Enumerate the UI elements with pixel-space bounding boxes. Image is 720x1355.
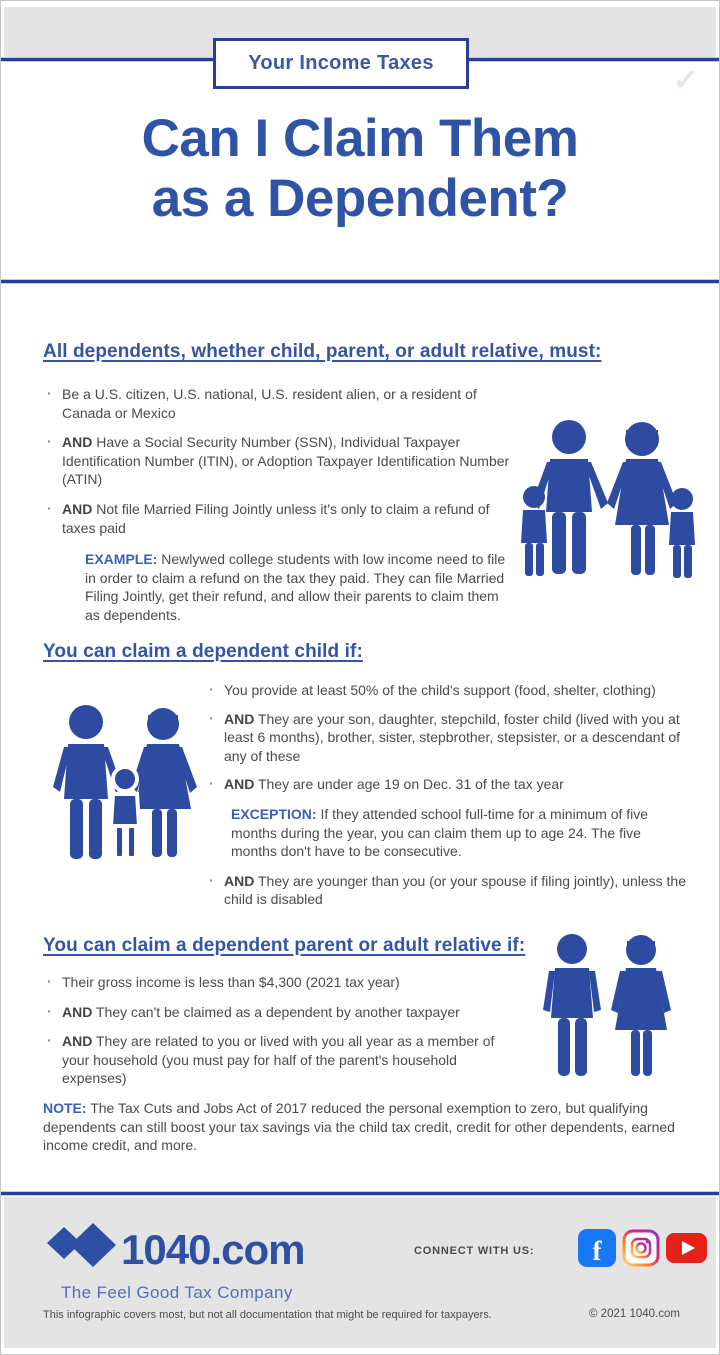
- page-title-line1: Can I Claim Them: [141, 109, 579, 168]
- list-item: [45, 1032, 513, 1088]
- footer-copyright: © 2021 1040.com: [589, 1308, 680, 1320]
- youtube-icon[interactable]: [666, 1233, 707, 1263]
- bullet-text: They can't be claimed as a dependent by another taxpayer: [95, 1003, 460, 1020]
- man-and-woman-icon: [539, 932, 677, 1084]
- exception-callout: [231, 805, 663, 861]
- 1040-logo-icon[interactable]: [45, 1222, 117, 1272]
- bullet-bold-prefix: AND: [224, 872, 255, 889]
- badge-label: Your Income Taxes: [248, 52, 434, 74]
- list-item: [45, 500, 523, 537]
- family-of-three-icon: [47, 702, 207, 865]
- connect-with-us-label: CONNECT WITH US:: [414, 1245, 535, 1257]
- list-item: [45, 973, 513, 992]
- example-text: Newlywed college students with low income need to file in order to claim a refund on the tax they paid. They can file Married Filing Jointly, get their refund, and allow their parents to claim them as dependents.: [85, 551, 506, 624]
- bullet-bold-prefix: AND: [62, 1033, 93, 1050]
- note-text: The Tax Cuts and Jobs Act of 2017 reduced the personal exemption to zero, but qualifying dependents can still boost your tax savings via the child tax credit, credit for other dependents, earned income credit, and more.: [43, 1100, 675, 1154]
- social-icons-row: [578, 1229, 707, 1267]
- section3-bullet-list: [45, 973, 513, 1099]
- bullet-bold-prefix: AND: [62, 434, 93, 451]
- list-item: [207, 872, 693, 909]
- list-item: [207, 775, 693, 794]
- page-title: [1, 109, 719, 230]
- bullet-bold-prefix: AND: [62, 1003, 93, 1020]
- bullet-text: They are younger than you (or your spouse if filing jointly), unless the child is disabled: [224, 872, 686, 908]
- section2-bullet-list: [207, 681, 693, 919]
- header-badge: [213, 38, 469, 89]
- bullet-bold-prefix: AND: [224, 776, 255, 793]
- bullet-text: Have a Social Security Number (SSN), Individual Taxpayer Identification Number (ITIN), or Adoption Taxpayer Identification Number (ATIN): [62, 434, 510, 488]
- example-callout: [85, 550, 507, 624]
- logo-tagline: The Feel Good Tax Company: [61, 1283, 293, 1302]
- bullet-text: They are your son, daughter, stepchild, foster child (lived with you at least 6 months), brother, sister, stepbrother, stepsister, or a descendant of any of these: [224, 710, 681, 764]
- bullet-text: Their gross income is less than $4,300 (2021 tax year): [62, 974, 400, 990]
- footer-gray-band: [4, 1197, 716, 1348]
- bullet-bold-prefix: AND: [62, 501, 93, 518]
- section1-bullet-list: [45, 385, 523, 625]
- instagram-icon[interactable]: [622, 1229, 660, 1267]
- list-item: [45, 433, 523, 489]
- section2-heading: You can claim a dependent child if:: [43, 641, 363, 662]
- example-label: EXAMPLE:: [85, 551, 158, 568]
- list-item: [207, 681, 693, 700]
- checkmark-watermark-icon: ✓: [672, 63, 699, 98]
- page-title-line2: as a Dependent?: [151, 169, 569, 229]
- logo-wordmark[interactable]: 1040.com: [121, 1226, 305, 1273]
- exception-text: If they attended school full-time for a minimum of five months during the year, you can claim them up to age 24. The five months don't have to be consecutive.: [231, 806, 649, 860]
- bullet-text: They are under age 19 on Dec. 31 of the tax year: [257, 776, 564, 793]
- list-item: [207, 710, 693, 766]
- facebook-icon[interactable]: f: [578, 1229, 616, 1267]
- note-paragraph: [43, 1099, 675, 1155]
- section3-heading: You can claim a dependent parent or adult relative if:: [43, 935, 526, 956]
- exception-label: EXCEPTION:: [231, 806, 317, 823]
- title-divider-rule: [1, 280, 719, 283]
- bullet-text: Not file Married Filing Jointly unless it's only to claim a refund of taxes paid: [62, 501, 490, 536]
- bullet-text: Be a U.S. citizen, U.S. national, U.S. resident alien, or a resident of Canada or Mexico: [62, 386, 477, 421]
- bullet-text: They are related to you or lived with you all year as a member of your household (you must pay for half of the parent's household expenses): [62, 1033, 495, 1087]
- note-label: NOTE:: [43, 1100, 87, 1116]
- family-of-four-icon: [519, 416, 697, 589]
- bullet-text: You provide at least 50% of the child's support (food, shelter, clothing): [224, 682, 656, 698]
- section1-heading: All dependents, whether child, parent, or adult relative, must:: [43, 341, 602, 362]
- list-item: [45, 1003, 513, 1022]
- footer-disclaimer: This infographic covers most, but not all documentation that might be required for taxpayers.: [43, 1309, 492, 1321]
- bullet-bold-prefix: AND: [224, 710, 255, 727]
- footer-divider-rule: [1, 1192, 719, 1195]
- list-item: [45, 385, 523, 422]
